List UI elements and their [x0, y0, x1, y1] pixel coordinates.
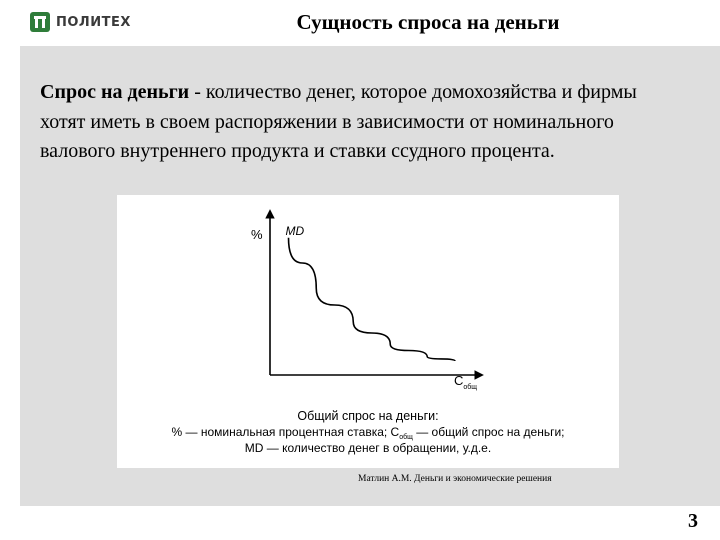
y-axis-label: % — [251, 227, 263, 242]
definition-paragraph — [40, 78, 640, 167]
logo-text: ПОЛИТЕХ — [56, 14, 131, 30]
caption-title: Общий спрос на деньги: — [297, 409, 439, 423]
slide-title: Сущность спроса на деньги — [296, 10, 560, 34]
caption-line-2: MD — количество денег в обращении, у.д.е. — [244, 441, 492, 455]
logo — [30, 11, 131, 33]
slide-header — [0, 0, 720, 46]
money-demand-figure — [117, 195, 619, 468]
x-axis-label: $C_{общ}$ — [454, 373, 478, 391]
md-curve — [289, 238, 456, 361]
caption-line-1: % — номинальная процентная ставка; $C_{общ}$ — общий спрос на деньги; — [171, 425, 565, 441]
md-curve-label: MD — [285, 223, 305, 238]
source-credit: Матлин А.М. Деньги и экономические решения — [358, 474, 552, 484]
page-number: 3 — [688, 510, 698, 532]
money-demand-chart — [117, 195, 619, 468]
definition-text: - количество денег, которое домохозяйства и фирмы хотят иметь в своем распоряжении в зависимости от номинального валового внутреннего продукта и ставки ссудного процента. — [40, 81, 637, 162]
politech-logo-icon — [30, 12, 50, 32]
definition-term: Спрос на деньги — [40, 81, 190, 103]
